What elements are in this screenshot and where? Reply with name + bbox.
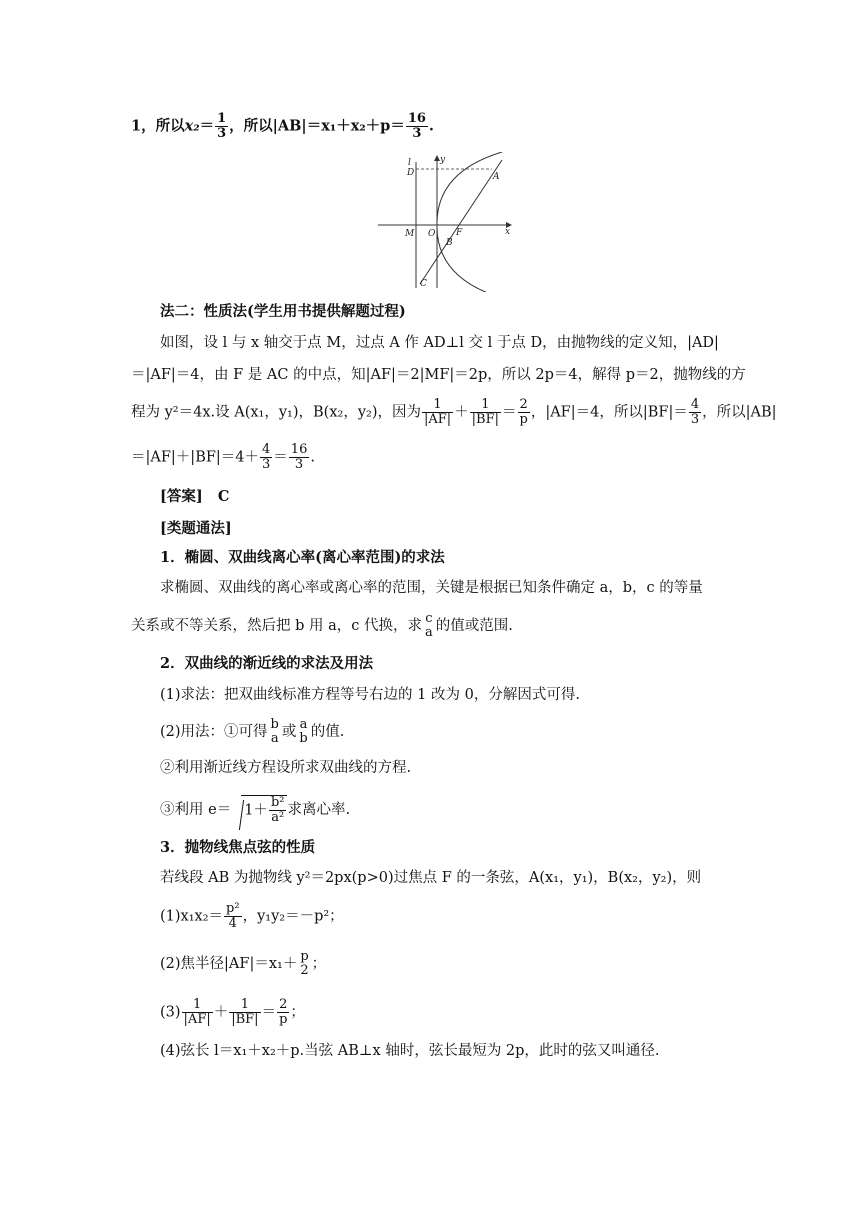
fraction [269,796,287,825]
text: (2)用法：①可得 [160,724,268,740]
text: 求离心率. [287,802,351,818]
numerator: 1 [229,998,260,1013]
method2-p3 [131,398,777,427]
text: 程为 y²＝4x.设 A(x₁，y₁)，B(x₂，y₂)，因为 [131,404,421,421]
denominator: |BF| [471,412,499,427]
label-l: l [408,158,411,168]
numerator: b [270,717,279,732]
text: 1＋ [244,802,268,819]
text: 的值或范围. [435,618,513,634]
answer-label: [答案] [160,488,203,505]
numerator: p² [226,901,240,916]
line-1 [131,112,434,141]
denominator: 2 [300,963,309,978]
text: ； [290,1004,305,1021]
tongfa-heading: [类题通法] [160,520,232,537]
section3-item1 [160,902,344,931]
denominator: 3 [412,126,422,141]
text: x₂ [184,117,200,135]
text: ＋ [213,1004,229,1021]
fraction [406,112,428,141]
denominator: a [424,625,433,640]
text: ； [311,956,327,972]
section2-line1: (1)求法：把双曲线标准方程等号右边的 1 改为 0，分解因式可得. [160,687,580,703]
label-b: B [446,238,453,248]
numerator: b² [270,795,285,810]
fraction [297,718,309,746]
fraction [470,398,501,427]
answer [160,487,229,507]
fraction [224,902,242,931]
numerator: a [299,717,308,732]
text: . [428,117,434,135]
fraction [689,398,701,427]
section1-title: 1．椭圆、双曲线离心率(离心率范围)的求法 [160,549,445,566]
numerator: 1 [182,998,213,1013]
label-a: A [493,172,500,182]
text: 关系或不等关系，然后把 b 用 a，c 代换，求 [131,618,422,634]
denominator: a² [271,810,285,825]
text: ＝ [502,404,517,421]
section3-item4: (4)弦长 l＝x₁＋x₂＋p.当弦 AB⊥x 轴时，弦长最短为 2p，此时的弦又叫通径. [160,1043,660,1059]
denominator: b [299,731,308,746]
section3-item3 [160,998,305,1027]
text: ，y₁y₂＝－p²； [242,908,344,925]
text: ＋ [454,404,469,421]
text: ③利用 e＝ [160,802,232,818]
text: 的值. [310,724,345,740]
section3-item2 [160,950,326,978]
method2-title: 法二：性质法(学生用书提供解题过程) [160,303,406,320]
text: (3) [160,1004,181,1021]
text: 或 [281,724,297,740]
section1-line1: 求椭圆、双曲线的离心率或离心率的范围，关键是根据已知条件确定 a，b，c 的等量 [160,580,703,596]
label-o: O [428,229,436,239]
text: ＝ [261,1004,277,1021]
method2-p1: 如图，设 l 与 x 轴交于点 M，过点 A 作 AD⊥l 交 l 于点 D，由抛物线的定义知，|AD| [160,335,719,351]
text: ＝|AF|＋|BF|＝4＋ [131,449,260,466]
fraction [422,398,453,427]
numerator: 1 [470,398,501,413]
numerator: 2 [277,998,289,1013]
fraction [229,998,260,1027]
section2-title: 2．双曲线的渐近线的求法及用法 [160,655,374,672]
sqrt-expression [241,795,287,825]
fraction [215,112,228,141]
section2-line2 [160,718,344,746]
numerator: 4 [690,397,700,412]
denominator: a [270,731,279,746]
fraction [269,718,281,746]
section1-line2 [131,612,513,640]
label-c: C [420,279,427,289]
fraction [289,443,310,472]
numerator: c [425,611,433,626]
denominator: |BF| [231,1012,259,1027]
numerator: p [300,949,309,964]
denominator: |AF| [183,1012,211,1027]
numerator: 1 [217,111,227,126]
text: 1，所以 [131,117,185,135]
parabola-figure [374,152,514,292]
fraction [277,998,289,1027]
fraction [260,443,272,472]
denominator: |AF| [423,412,452,427]
text: ，所以|AB| [702,404,777,421]
text: ＝ [199,117,215,135]
method2-p2: ＝|AF|＝4，由 F 是 AC 的中点，知|AF|＝2|MF|＝2p，所以 2p＝4，解得 p＝2，抛物线的方 [131,367,746,383]
label-d: D [407,168,415,178]
numerator: 2 [518,398,530,413]
section2-line3: ②利用渐近线方程设所求双曲线的方程. [160,760,412,776]
text: (1)x₁x₂＝ [160,908,224,925]
numerator: 16 [407,111,426,126]
method2-p4 [131,443,315,472]
fraction [182,998,213,1027]
label-x: x [505,227,511,237]
text: . [310,449,315,466]
denominator: 3 [690,412,700,427]
denominator: 3 [294,457,304,472]
numerator: 4 [262,442,271,457]
denominator: p [519,412,528,427]
denominator: 4 [228,916,237,931]
fraction [298,950,310,978]
text: ，|AF|＝4，所以|BF|＝ [530,404,688,421]
denominator: p [279,1012,288,1027]
numerator: 1 [422,398,453,413]
numerator: 16 [290,442,308,457]
fraction [423,612,435,640]
label-m: M [405,229,415,239]
label-y: y [440,155,446,165]
answer-value: C [217,488,230,505]
label-f: F [456,228,463,238]
text: ＝ [273,449,288,466]
fraction [518,398,530,427]
section3-title: 3．抛物线焦点弦的性质 [160,839,316,856]
section3-line1: 若线段 AB 为抛物线 y²＝2px(p>0)过焦点 F 的一条弦，A(x₁，y₁)，B(x₂，y₂)，则 [160,870,702,886]
denominator: 3 [262,457,271,472]
text: ，所以|AB|＝x₁＋x₂＋p＝ [229,117,405,135]
denominator: 3 [217,126,227,141]
section2-line4 [160,795,350,825]
focal-chord [420,160,502,284]
text: (2)焦半径|AF|＝x₁＋ [160,956,298,972]
